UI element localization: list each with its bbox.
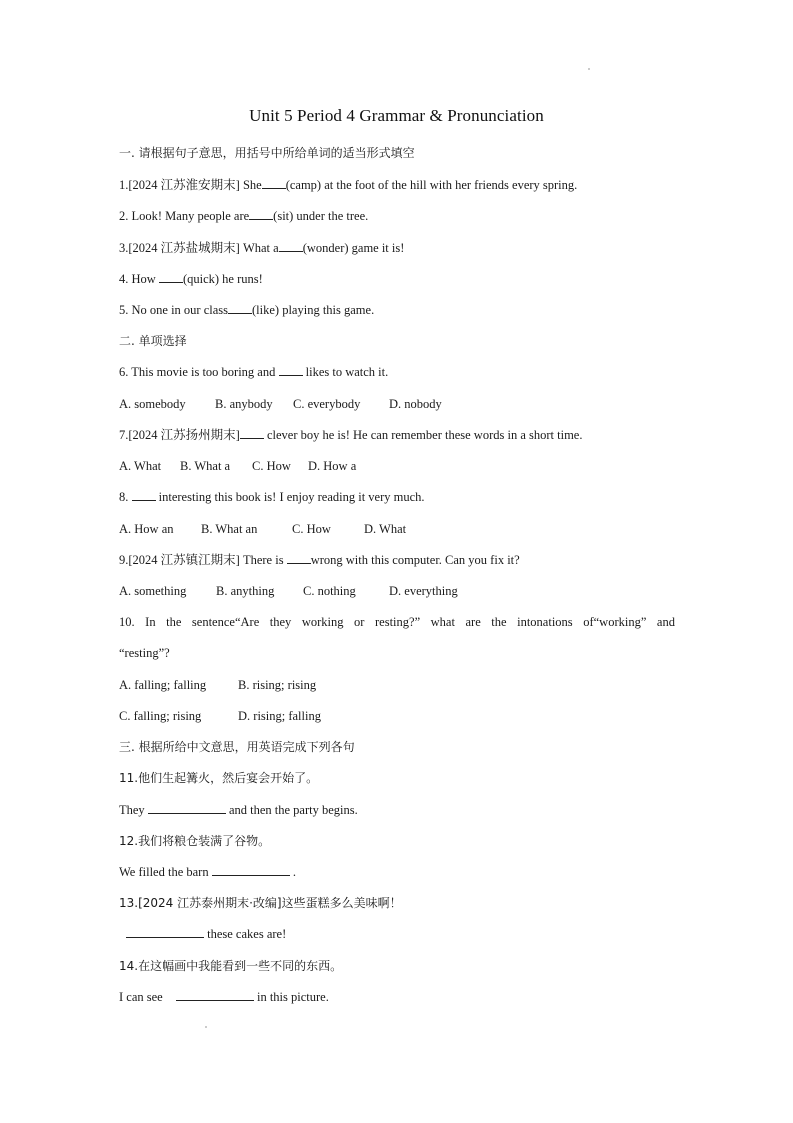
answer-blank[interactable]: [132, 489, 156, 501]
answer-blank[interactable]: [262, 177, 286, 189]
question-10-word: intonations: [517, 615, 573, 629]
option-d[interactable]: D. How a: [308, 459, 357, 473]
section-2-heading: 二. 单项选择: [119, 334, 187, 348]
question-10-word: and: [656, 615, 675, 629]
question-11: [119, 802, 358, 818]
answer-blank[interactable]: [240, 427, 264, 439]
answer-blank[interactable]: [212, 864, 290, 876]
question-10-word: are: [465, 615, 481, 629]
question-10-word: or: [354, 615, 365, 629]
option-d[interactable]: D. What: [364, 522, 407, 536]
question-6-rest: likes to watch it.: [302, 365, 389, 379]
question-6-options: [119, 396, 442, 412]
question-12-stem: We filled the barn: [119, 865, 212, 879]
question-6-stem: 6. This movie is too boring and: [119, 365, 279, 379]
question-9: [119, 552, 520, 568]
option-d[interactable]: D. rising; falling: [238, 709, 321, 723]
question-11-chinese: 11.他们生起篝火，然后宴会开始了。: [119, 771, 319, 785]
question-3: [119, 240, 404, 256]
question-2-stem: 2. Look! Many people are: [119, 209, 250, 223]
question-10-options-row-2: [119, 708, 321, 724]
option-b[interactable]: B. What a: [180, 459, 231, 473]
question-12-chinese: 12.我们将粮仓装满了谷物。: [119, 834, 271, 848]
question-8-stem: 8.: [119, 490, 132, 504]
answer-blank[interactable]: [279, 364, 303, 376]
question-11-rest: and then the party begins.: [225, 803, 358, 817]
question-9-rest: wrong with this computer. Can you fix it?: [310, 553, 520, 567]
question-10-word: of“working”: [583, 615, 647, 629]
answer-blank[interactable]: [249, 208, 273, 220]
option-a[interactable]: A. How an: [119, 522, 174, 536]
option-d[interactable]: D. nobody: [389, 397, 442, 411]
question-1: [119, 177, 577, 193]
question-5-stem: 5. No one in our class: [119, 303, 229, 317]
question-12: [119, 864, 296, 880]
option-a[interactable]: A. something: [119, 584, 187, 598]
question-12-rest: .: [289, 865, 296, 879]
option-c[interactable]: C. falling; rising: [119, 709, 202, 723]
question-10-word: sentence“Are: [191, 615, 260, 629]
question-11-stem: They: [119, 803, 148, 817]
option-a[interactable]: A. somebody: [119, 397, 186, 411]
scan-speck: [588, 68, 590, 70]
question-10-word: they: [269, 615, 292, 629]
option-c[interactable]: C. How: [292, 522, 331, 536]
question-10-options-row-1: [119, 677, 316, 693]
answer-blank[interactable]: [148, 802, 226, 814]
answer-blank[interactable]: [126, 926, 204, 938]
question-4: [119, 271, 263, 287]
option-b[interactable]: B. rising; rising: [238, 678, 317, 692]
question-4-rest: (quick) he runs!: [182, 272, 263, 286]
question-1-stem: 1.[2024 江苏淮安期末] She: [119, 178, 262, 192]
question-10-word: working: [301, 615, 344, 629]
question-2: [119, 208, 368, 224]
option-b[interactable]: B. What an: [201, 522, 258, 536]
question-9-stem: 9.[2024 江苏镇江期末] There is: [119, 553, 287, 567]
question-1-rest: (camp) at the foot of the hill with her friends every spring.: [285, 178, 578, 192]
option-c[interactable]: C. nothing: [303, 584, 356, 598]
question-10-continued: “resting”?: [119, 646, 170, 660]
option-a[interactable]: A. What: [119, 459, 162, 473]
scan-speck: [205, 1026, 207, 1028]
question-14-chinese: 14.在这幅画中我能看到一些不同的东西。: [119, 959, 343, 973]
question-10-word: the: [491, 615, 507, 629]
question-5: [119, 302, 374, 318]
question-8-options: [119, 521, 406, 537]
section-3-heading: 三. 根据所给中文意思，用英语完成下列各句: [119, 740, 355, 754]
question-6: [119, 364, 388, 380]
question-7-stem: 7.[2024 江苏扬州期末]: [119, 428, 240, 442]
question-10-word: the: [166, 615, 182, 629]
question-8: [119, 489, 425, 505]
section-1-heading: 一. 请根据句子意思，用括号中所给单词的适当形式填空: [119, 146, 415, 160]
question-3-rest: (wonder) game it is!: [302, 241, 405, 255]
question-10-word: In: [145, 615, 156, 629]
question-9-options: [119, 583, 458, 599]
option-c[interactable]: C. everybody: [293, 397, 361, 411]
answer-blank[interactable]: [176, 989, 254, 1001]
question-10-word: resting?”: [375, 615, 421, 629]
page-title: Unit 5 Period 4 Grammar & Pronunciation: [249, 106, 544, 125]
answer-blank[interactable]: [287, 552, 311, 564]
question-10: [119, 614, 675, 630]
question-7: [119, 427, 582, 443]
question-13: [126, 926, 286, 942]
option-a[interactable]: A. falling; falling: [119, 678, 207, 692]
question-2-rest: (sit) under the tree.: [273, 209, 369, 223]
option-b[interactable]: B. anybody: [215, 397, 273, 411]
question-7-options: [119, 458, 356, 474]
option-b[interactable]: B. anything: [216, 584, 275, 598]
question-5-rest: (like) playing this game.: [252, 303, 375, 317]
question-14: [119, 989, 329, 1005]
question-13-rest: these cakes are!: [204, 927, 287, 941]
question-13-chinese: 13.[2024 江苏泰州期末·改编]这些蛋糕多么美味啊！: [119, 896, 402, 910]
option-c[interactable]: C. How: [252, 459, 291, 473]
answer-blank[interactable]: [159, 271, 183, 283]
question-3-stem: 3.[2024 江苏盐城期末] What a: [119, 241, 279, 255]
question-14-rest: in this picture.: [253, 990, 329, 1004]
question-14-stem: I can see: [119, 990, 166, 1004]
option-d[interactable]: D. everything: [389, 584, 458, 598]
question-8-rest: interesting this book is! I enjoy reading it very much.: [155, 490, 425, 504]
question-4-stem: 4. How: [119, 272, 159, 286]
question-10-word: what: [430, 615, 455, 629]
answer-blank[interactable]: [279, 240, 303, 252]
question-10-word: 10.: [119, 615, 135, 629]
question-7-rest: clever boy he is! He can remember these words in a short time.: [263, 428, 583, 442]
answer-blank[interactable]: [228, 302, 252, 314]
